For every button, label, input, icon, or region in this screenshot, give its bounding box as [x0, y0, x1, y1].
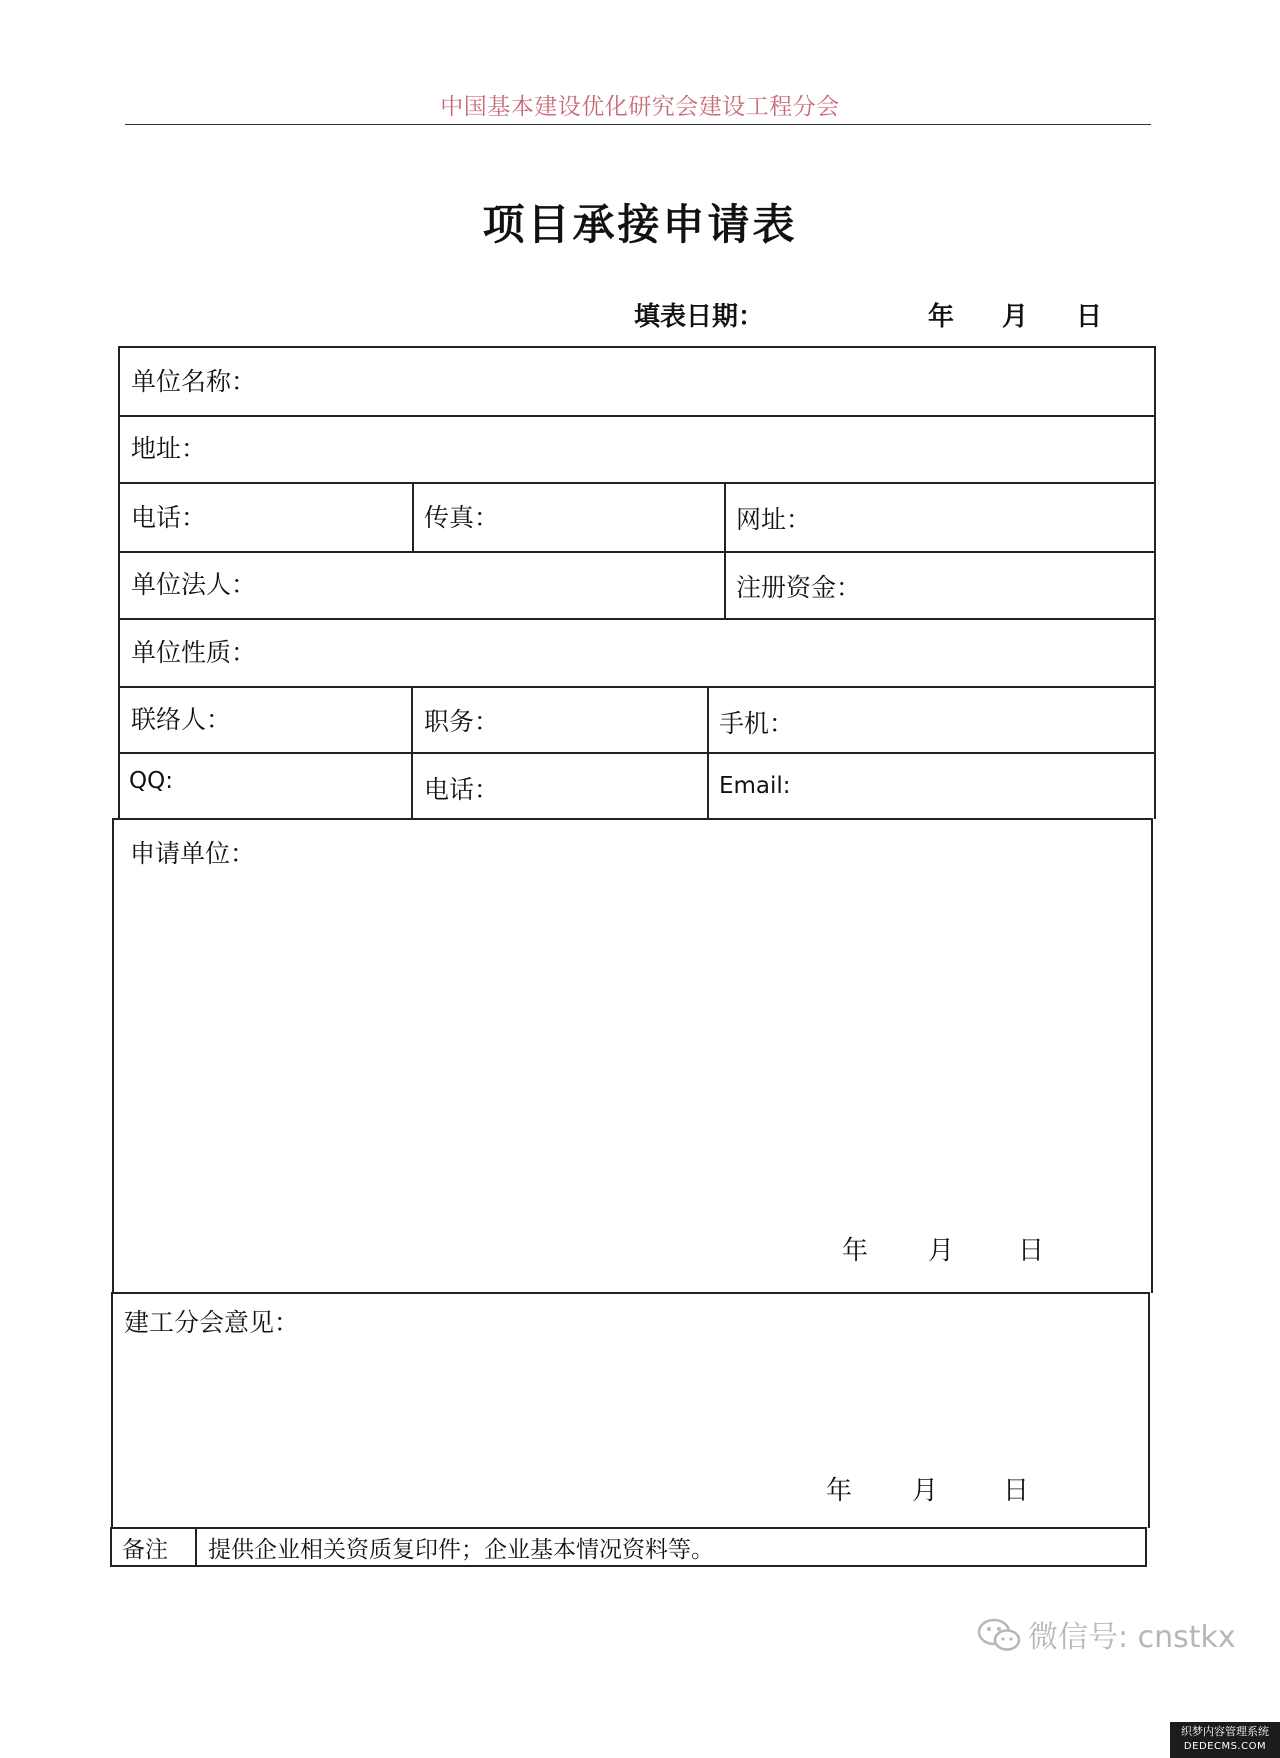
remarks-text: 提供企业相关资质复印件；企业基本情况资料等。 [208, 1537, 714, 1563]
contact-phone-label: 电话： [424, 775, 500, 804]
website-label: 网址： [736, 505, 812, 534]
table-left-border [118, 346, 120, 819]
row-divider [111, 1527, 1147, 1529]
branch-sign-year: 年 [826, 1476, 853, 1506]
cms-badge [1170, 1722, 1280, 1758]
email-label: Email: [719, 773, 791, 799]
row-divider [118, 752, 1156, 754]
row-divider [118, 551, 1156, 553]
position-label: 职务： [424, 707, 500, 736]
fax-label: 传真： [424, 503, 500, 532]
phone-label: 电话： [131, 503, 207, 532]
branch-opinion-label: 建工分会意见： [124, 1308, 300, 1337]
row-divider [110, 1565, 1147, 1567]
wechat-id: 微信号: cnstkx [1028, 1620, 1236, 1655]
mobile-label: 手机： [719, 709, 795, 738]
fill-date-year: 年 [928, 302, 955, 332]
column-divider [724, 482, 726, 618]
qq-label: QQ: [129, 768, 173, 794]
registered-capital-label: 注册资金： [736, 573, 862, 602]
table-right-border [1148, 1292, 1150, 1528]
applicant-sign-day: 日 [1018, 1236, 1045, 1266]
legal-rep-label: 单位法人： [131, 570, 257, 599]
address-label: 地址： [131, 434, 207, 463]
fill-date-month: 月 [1002, 302, 1029, 332]
table-left-border [110, 1527, 112, 1566]
remarks-label: 备注 [122, 1537, 168, 1563]
branch-sign-month: 月 [912, 1476, 939, 1506]
branch-sign-day: 日 [1003, 1476, 1030, 1506]
fill-date-label: 填表日期： [634, 302, 765, 332]
unit-name-label: 单位名称： [131, 367, 257, 396]
applicant-sign-month: 月 [928, 1236, 955, 1266]
row-divider [113, 818, 1153, 820]
wechat-watermark [976, 1612, 1236, 1661]
row-divider [118, 346, 1156, 348]
column-divider [411, 686, 413, 819]
row-divider [118, 482, 1156, 484]
table-left-border [112, 818, 114, 1293]
wechat-icon [976, 1617, 1022, 1661]
row-divider [118, 618, 1156, 620]
unit-nature-label: 单位性质： [131, 638, 257, 667]
badge-line1: 织梦内容管理系统 [1181, 1725, 1269, 1738]
row-divider [112, 1292, 1150, 1294]
form-title: 项目承接申请表 [482, 200, 798, 249]
column-divider [707, 686, 709, 819]
organization-header: 中国基本建设优化研究会建设工程分会 [440, 94, 840, 120]
row-divider [118, 415, 1156, 417]
table-right-border [1145, 1527, 1147, 1566]
table-right-border [1151, 818, 1153, 1293]
badge-line2: DEDECMS.COM [1183, 1741, 1267, 1752]
column-divider [412, 482, 414, 551]
applicant-unit-label: 申请单位： [130, 839, 256, 868]
row-divider [118, 686, 1156, 688]
column-divider [195, 1527, 197, 1566]
table-left-border [111, 1292, 113, 1528]
table-right-border [1154, 346, 1156, 819]
contact-person-label: 联络人： [131, 705, 232, 734]
fill-date-day: 日 [1076, 302, 1103, 332]
applicant-sign-year: 年 [842, 1236, 869, 1266]
